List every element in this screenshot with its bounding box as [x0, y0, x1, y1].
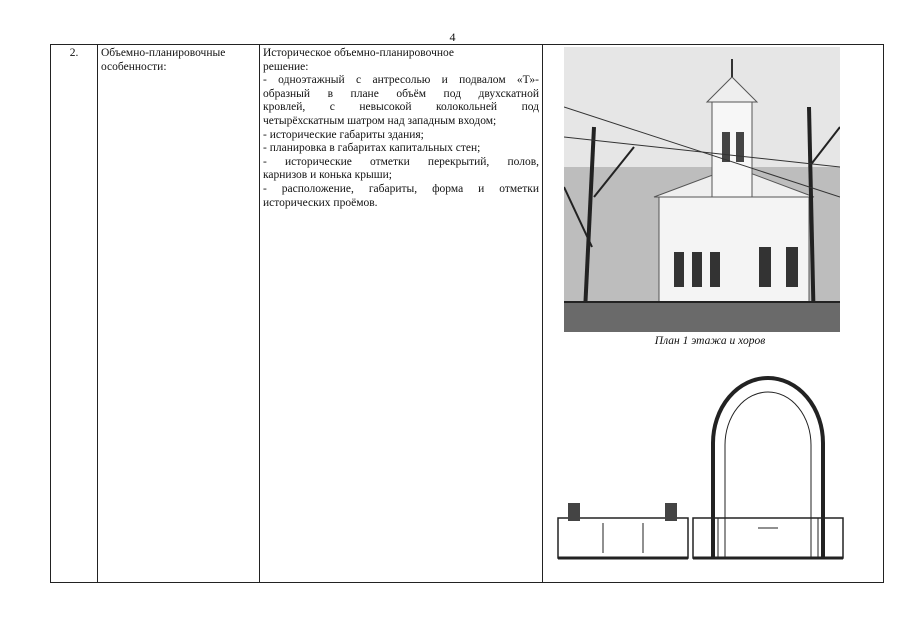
page-number: 4: [449, 30, 456, 44]
description-line: - одноэтажный с антресолью и подвалом «Т»-: [263, 74, 539, 87]
row-number: 2.: [51, 45, 98, 583]
description-line: - планировка в габаритах капитальных стен;: [263, 142, 481, 155]
description-line: решение:: [263, 60, 309, 73]
description-line: кровлей, с невысокой колокольней под: [263, 101, 539, 114]
image-cell: [543, 45, 884, 583]
description-line: четырёхскатным шатром над западным входом;: [263, 114, 497, 127]
floor-plan-drawing: [553, 353, 873, 583]
description-line: - исторические отметки перекрытий, полов,: [263, 155, 539, 168]
description-line: исторических проёмов.: [263, 196, 378, 209]
row-name-line: Объемно-планировочные: [101, 47, 226, 59]
description-line: - исторические габариты здания;: [263, 128, 424, 141]
church-photo: [564, 47, 840, 332]
table-row: [51, 45, 884, 583]
row-name: [98, 45, 260, 583]
description-line: карнизов и конька крыши;: [263, 169, 392, 182]
description-line: образный в плане объём под двухскатной: [263, 87, 539, 100]
description-line: Историческое объемно-планировочное: [263, 47, 455, 59]
photo-caption: План 1 этажа и хоров: [654, 335, 766, 347]
row-description: [260, 45, 543, 583]
church-photo-drawing: [564, 47, 840, 332]
row-name-line: особенности:: [101, 60, 167, 73]
document-table: [50, 44, 884, 583]
description-line: - расположение, габариты, форма и отметки: [263, 182, 539, 195]
